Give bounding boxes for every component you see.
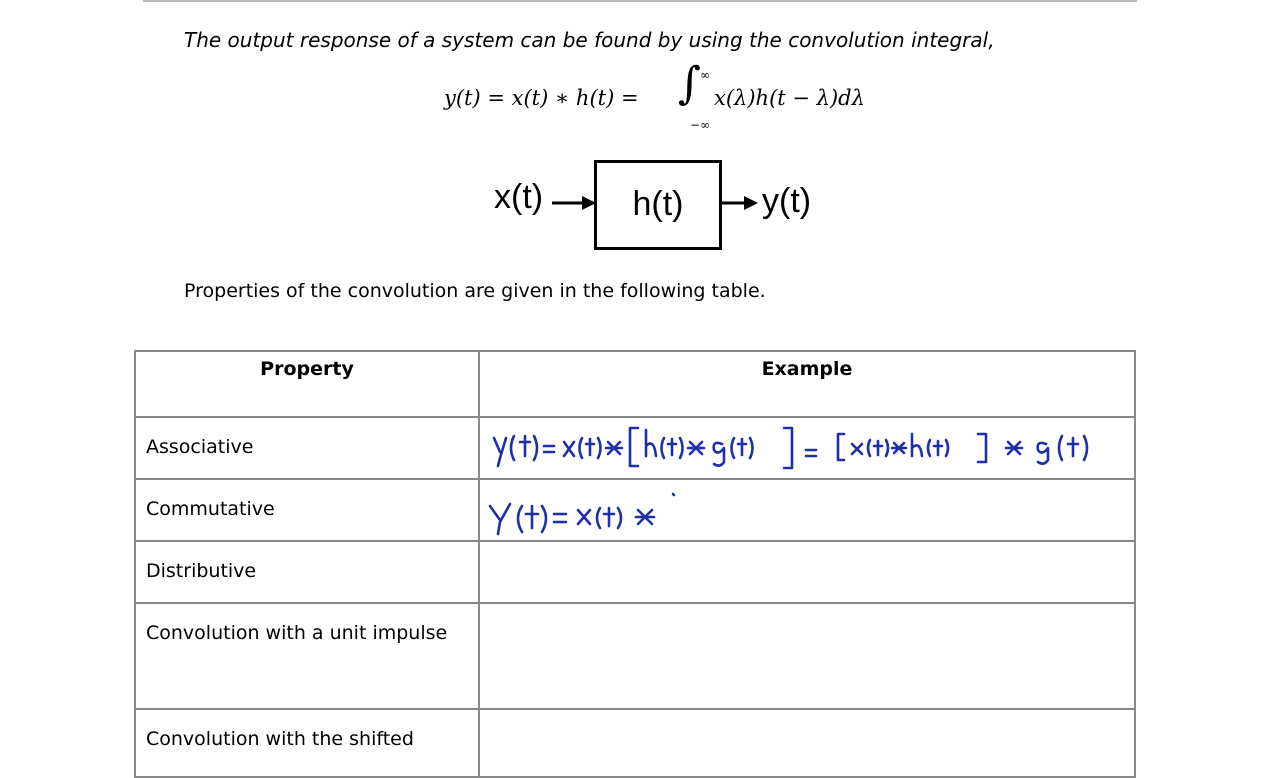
example-cell [479, 479, 1135, 541]
table-row [135, 479, 1135, 541]
properties-intro: Properties of the convolution are given in the following table. [184, 280, 766, 302]
top-rule [143, 0, 1137, 2]
property-cell [135, 603, 479, 709]
integral-upper-limit: ∞ [700, 68, 710, 82]
intro-text: The output response of a system can be found by using the convolution integral, [184, 28, 995, 52]
table-header-row [135, 351, 1135, 417]
properties-table [134, 350, 1136, 778]
integral-symbol: ∫ [678, 58, 701, 109]
header-property: Property [135, 351, 479, 417]
output-arrow-head [744, 196, 758, 210]
table-row [135, 541, 1135, 603]
system-block-diagram [490, 158, 830, 254]
output-signal-label: y(t) [762, 182, 812, 220]
property-cell: Distributive [135, 541, 479, 603]
property-cell: Convolution with the shifted [135, 709, 479, 777]
formula-lhs: y(t) = x(t) ∗ h(t) = [444, 86, 639, 110]
property-cell: Commutative [135, 479, 479, 541]
property-cell: Associative [135, 417, 479, 479]
handwritten-commutative-example [480, 480, 1154, 538]
handwritten-associative-example [480, 418, 1154, 476]
example-cell [479, 541, 1135, 603]
integral-lower-limit: −∞ [690, 118, 711, 132]
header-example: Example [479, 351, 1135, 417]
example-cell [479, 417, 1135, 479]
system-label: h(t) [632, 185, 684, 223]
example-cell [479, 709, 1135, 777]
table-row [135, 709, 1135, 777]
formula-integrand: x(λ)h(t − λ)dλ [714, 86, 865, 110]
input-signal-label: x(t) [494, 178, 544, 216]
property-label: Convolution with a unit impulse [146, 622, 448, 644]
example-cell [479, 603, 1135, 709]
system-box [594, 160, 722, 250]
table-row [135, 417, 1135, 479]
table-row [135, 603, 1135, 709]
